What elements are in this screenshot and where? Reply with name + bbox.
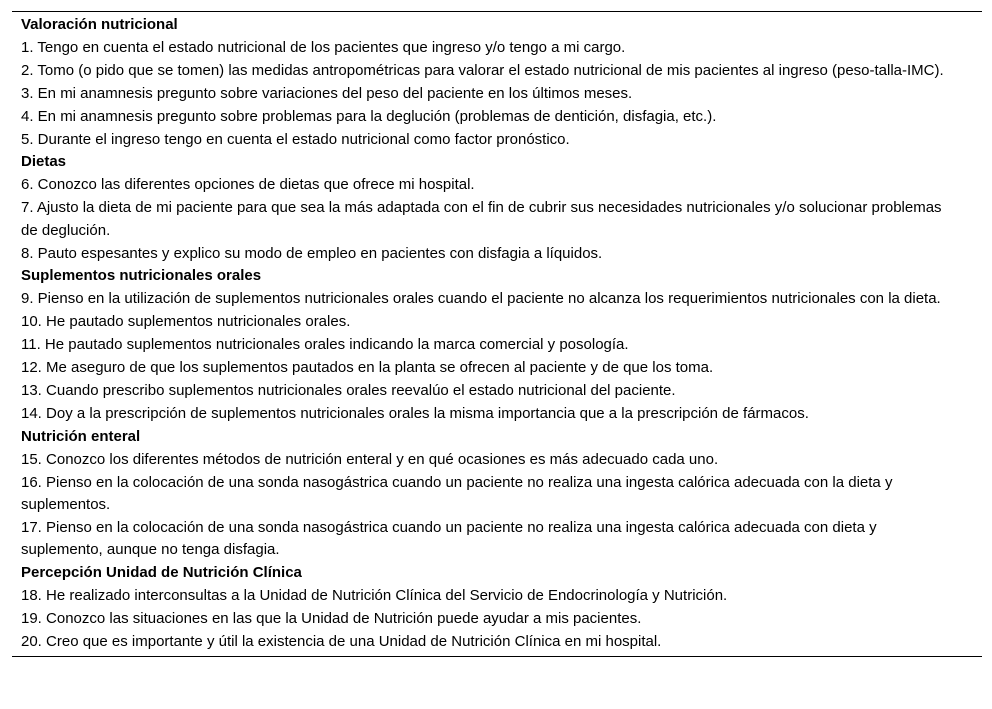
question-item: 17. Pienso en la colocación de una sonda nasogástrica cuando un paciente no realiza una ingesta calórica adecuada con dieta y suplemento, aunque no tenga disfagia.	[21, 518, 877, 559]
question-item: 3. En mi anamnesis pregunto sobre variaciones del peso del paciente en los últimos meses.	[21, 84, 633, 102]
question-item: 14. Doy a la prescripción de suplementos nutricionales orales la misma importancia que a la prescripción de fármacos.	[21, 404, 809, 422]
section-heading: Percepción Unidad de Nutrición Clínica	[21, 564, 302, 582]
question-item: 15. Conozco los diferentes métodos de nutrición enteral y en qué ocasiones es más adecuado cada uno.	[21, 450, 719, 468]
question-item: 18. He realizado interconsultas a la Unidad de Nutrición Clínica del Servicio de Endocrinología y Nutrición.	[21, 587, 728, 605]
question-item: 10. He pautado suplementos nutricionales orales.	[21, 313, 351, 331]
question-item: 11. He pautado suplementos nutricionales orales indicando la marca comercial y posología.	[21, 336, 629, 354]
section-heading: Suplementos nutricionales orales	[21, 267, 262, 285]
section-dietas	[12, 151, 982, 265]
section-heading: Nutrición enteral	[21, 427, 141, 445]
question-item: 5. Durante el ingreso tengo en cuenta el estado nutricional como factor pronóstico.	[21, 130, 570, 148]
section-nutricion-enteral	[12, 426, 982, 562]
question-item: 9. Pienso en la utilización de suplementos nutricionales orales cuando el paciente no alcanza los requerimientos nutricionales con la dieta.	[21, 290, 941, 308]
question-item: 12. Me aseguro de que los suplementos pautados en la planta se ofrecen al paciente y de que los toma.	[21, 359, 714, 377]
question-item: 8. Pauto espesantes y explico su modo de empleo en pacientes con disfagia a líquidos.	[21, 244, 603, 262]
section-percepcion-unidad-nutricion	[12, 562, 982, 653]
questionnaire-table	[12, 11, 982, 657]
question-item: 19. Conozco las situaciones en las que la Unidad de Nutrición puede ayudar a mis pacientes.	[21, 610, 642, 628]
question-item: 16. Pienso en la colocación de una sonda nasogástrica cuando un paciente no realiza una ingesta calórica adecuada con la dieta y suplementos.	[21, 473, 893, 514]
question-item: 4. En mi anamnesis pregunto sobre problemas para la deglución (problemas de dentición, disfagia, etc.).	[21, 107, 717, 125]
question-item: 20. Creo que es importante y útil la existencia de una Unidad de Nutrición Clínica en mi hospital.	[21, 632, 662, 650]
question-item: 13. Cuando prescribo suplementos nutricionales orales reevalúo el estado nutricional del paciente.	[21, 382, 676, 399]
question-item: 2. Tomo (o pido que se tomen) las medidas antropométricas para valorar el estado nutricional de mis pacientes al ingreso (peso-talla-IMC).	[21, 61, 944, 79]
section-heading: Valoración nutricional	[21, 16, 178, 33]
section-heading: Dietas	[21, 153, 67, 171]
question-item: 1. Tengo en cuenta el estado nutricional de los pacientes que ingreso y/o tengo a mi cargo.	[21, 38, 626, 56]
section-valoracion-nutricional	[12, 14, 982, 151]
question-item: 6. Conozco las diferentes opciones de dietas que ofrece mi hospital.	[21, 176, 475, 194]
question-item: 7. Ajusto la dieta de mi paciente para que sea la más adaptada con el fin de cubrir sus necesidades nutricionales y/o solucionar problemas de deglución.	[21, 199, 942, 239]
section-suplementos-nutricionales-orales	[12, 265, 982, 425]
